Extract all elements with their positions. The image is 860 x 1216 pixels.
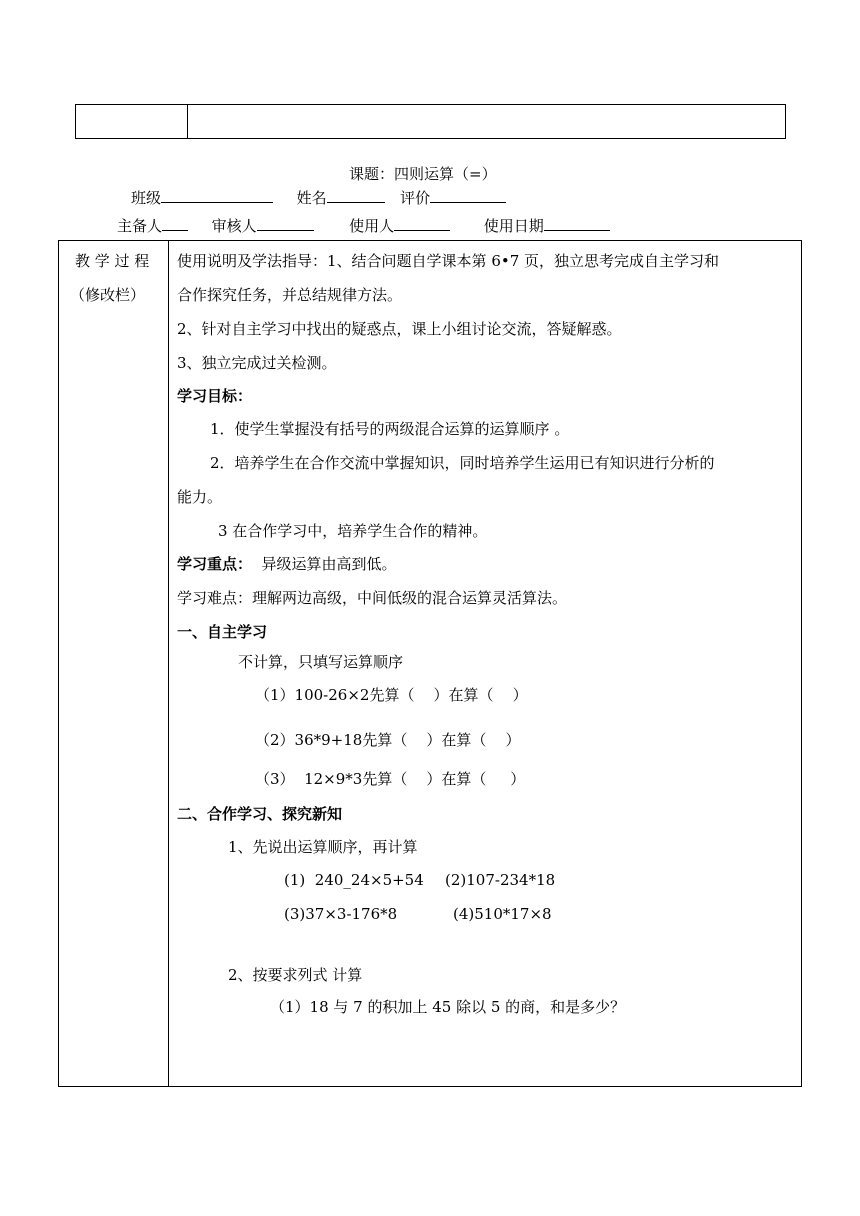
goal-2-line1: 2．培养学生在合作交流中掌握知识，同时培养学生运用已有知识进行分析的 [210,454,715,472]
usage-instruction-line3: 2、针对自主学习中找出的疑惑点，课上小组讨论交流，答疑解惑。 [177,320,622,338]
goal-3: 3 在合作学习中，培养学生合作的精神。 [218,522,488,540]
section-2-item-2: 2、按要求列式 计算 [228,966,363,984]
goal-1: 1．使学生掌握没有括号的两级混合运算的运算顺序 。 [210,420,570,438]
name-blank[interactable] [327,188,385,203]
lesson-title: 课题：四则运算（=） [349,165,497,183]
calc-1: (1) 240_24×5+54 [284,871,424,889]
date-label: 使用日期 [483,217,544,235]
side-column-cell [58,240,169,1087]
question-1: （1）100-26×2先算（ ）在算（ ） [255,686,528,704]
info-row-2 [117,215,610,236]
calc-4: (4)510*17×8 [453,905,552,923]
name-label: 姓名 [296,189,327,207]
top-table-right-cell [187,104,786,139]
preparer-blank[interactable] [162,216,188,231]
word-problem-1: （1）18 与 7 的积加上 45 除以 5 的商，和是多少？ [270,998,626,1016]
section-2-item-1: 1、先说出运算顺序，再计算 [228,838,418,856]
user-blank[interactable] [394,216,450,231]
class-blank[interactable] [161,188,273,203]
preparer-label: 主备人 [117,217,163,235]
top-table-left-cell [75,104,188,139]
calc-3: (3)37×3-176*8 [284,905,398,923]
side-column-line1: 教 学 过 程 [75,252,150,270]
focus-line [177,553,397,574]
difficulty-line: 学习难点：理解两边高级，中间低级的混合运算灵活算法。 [177,589,568,607]
focus-text: 异级运算由高到低。 [252,555,397,573]
usage-instruction-line4: 3、独立完成过关检测。 [177,354,337,372]
date-blank[interactable] [544,216,610,231]
question-3: （3） 12×9*3先算（ ）在算（ ） [255,770,526,788]
class-label: 班级 [131,189,162,207]
calc-2: (2)107-234*18 [445,871,556,889]
usage-instruction-line1: 使用说明及学法指导：1、结合问题自学课本第 6•7 页，独立思考完成自主学习和 [177,252,720,270]
usage-instruction-line2: 合作探究任务，并总结规律方法。 [177,286,403,304]
user-label: 使用人 [349,217,395,235]
goal-2-line2: 能力。 [177,488,223,506]
question-2: （2）36*9+18先算（ ）在算（ ） [255,731,521,749]
section-2-title: 二、合作学习、探究新知 [177,805,343,823]
reviewer-label: 审核人 [211,217,257,235]
reviewer-blank[interactable] [257,216,314,231]
goals-title: 学习目标： [177,387,253,405]
side-column-line2: （修改栏） [70,286,146,304]
section-1-title: 一、自主学习 [177,623,268,641]
eval-label: 评价 [400,189,431,207]
info-row-1 [131,187,506,208]
section-1-intro: 不计算，只填写运算顺序 [238,653,404,671]
focus-title: 学习重点： [177,555,253,573]
eval-blank[interactable] [430,188,506,203]
